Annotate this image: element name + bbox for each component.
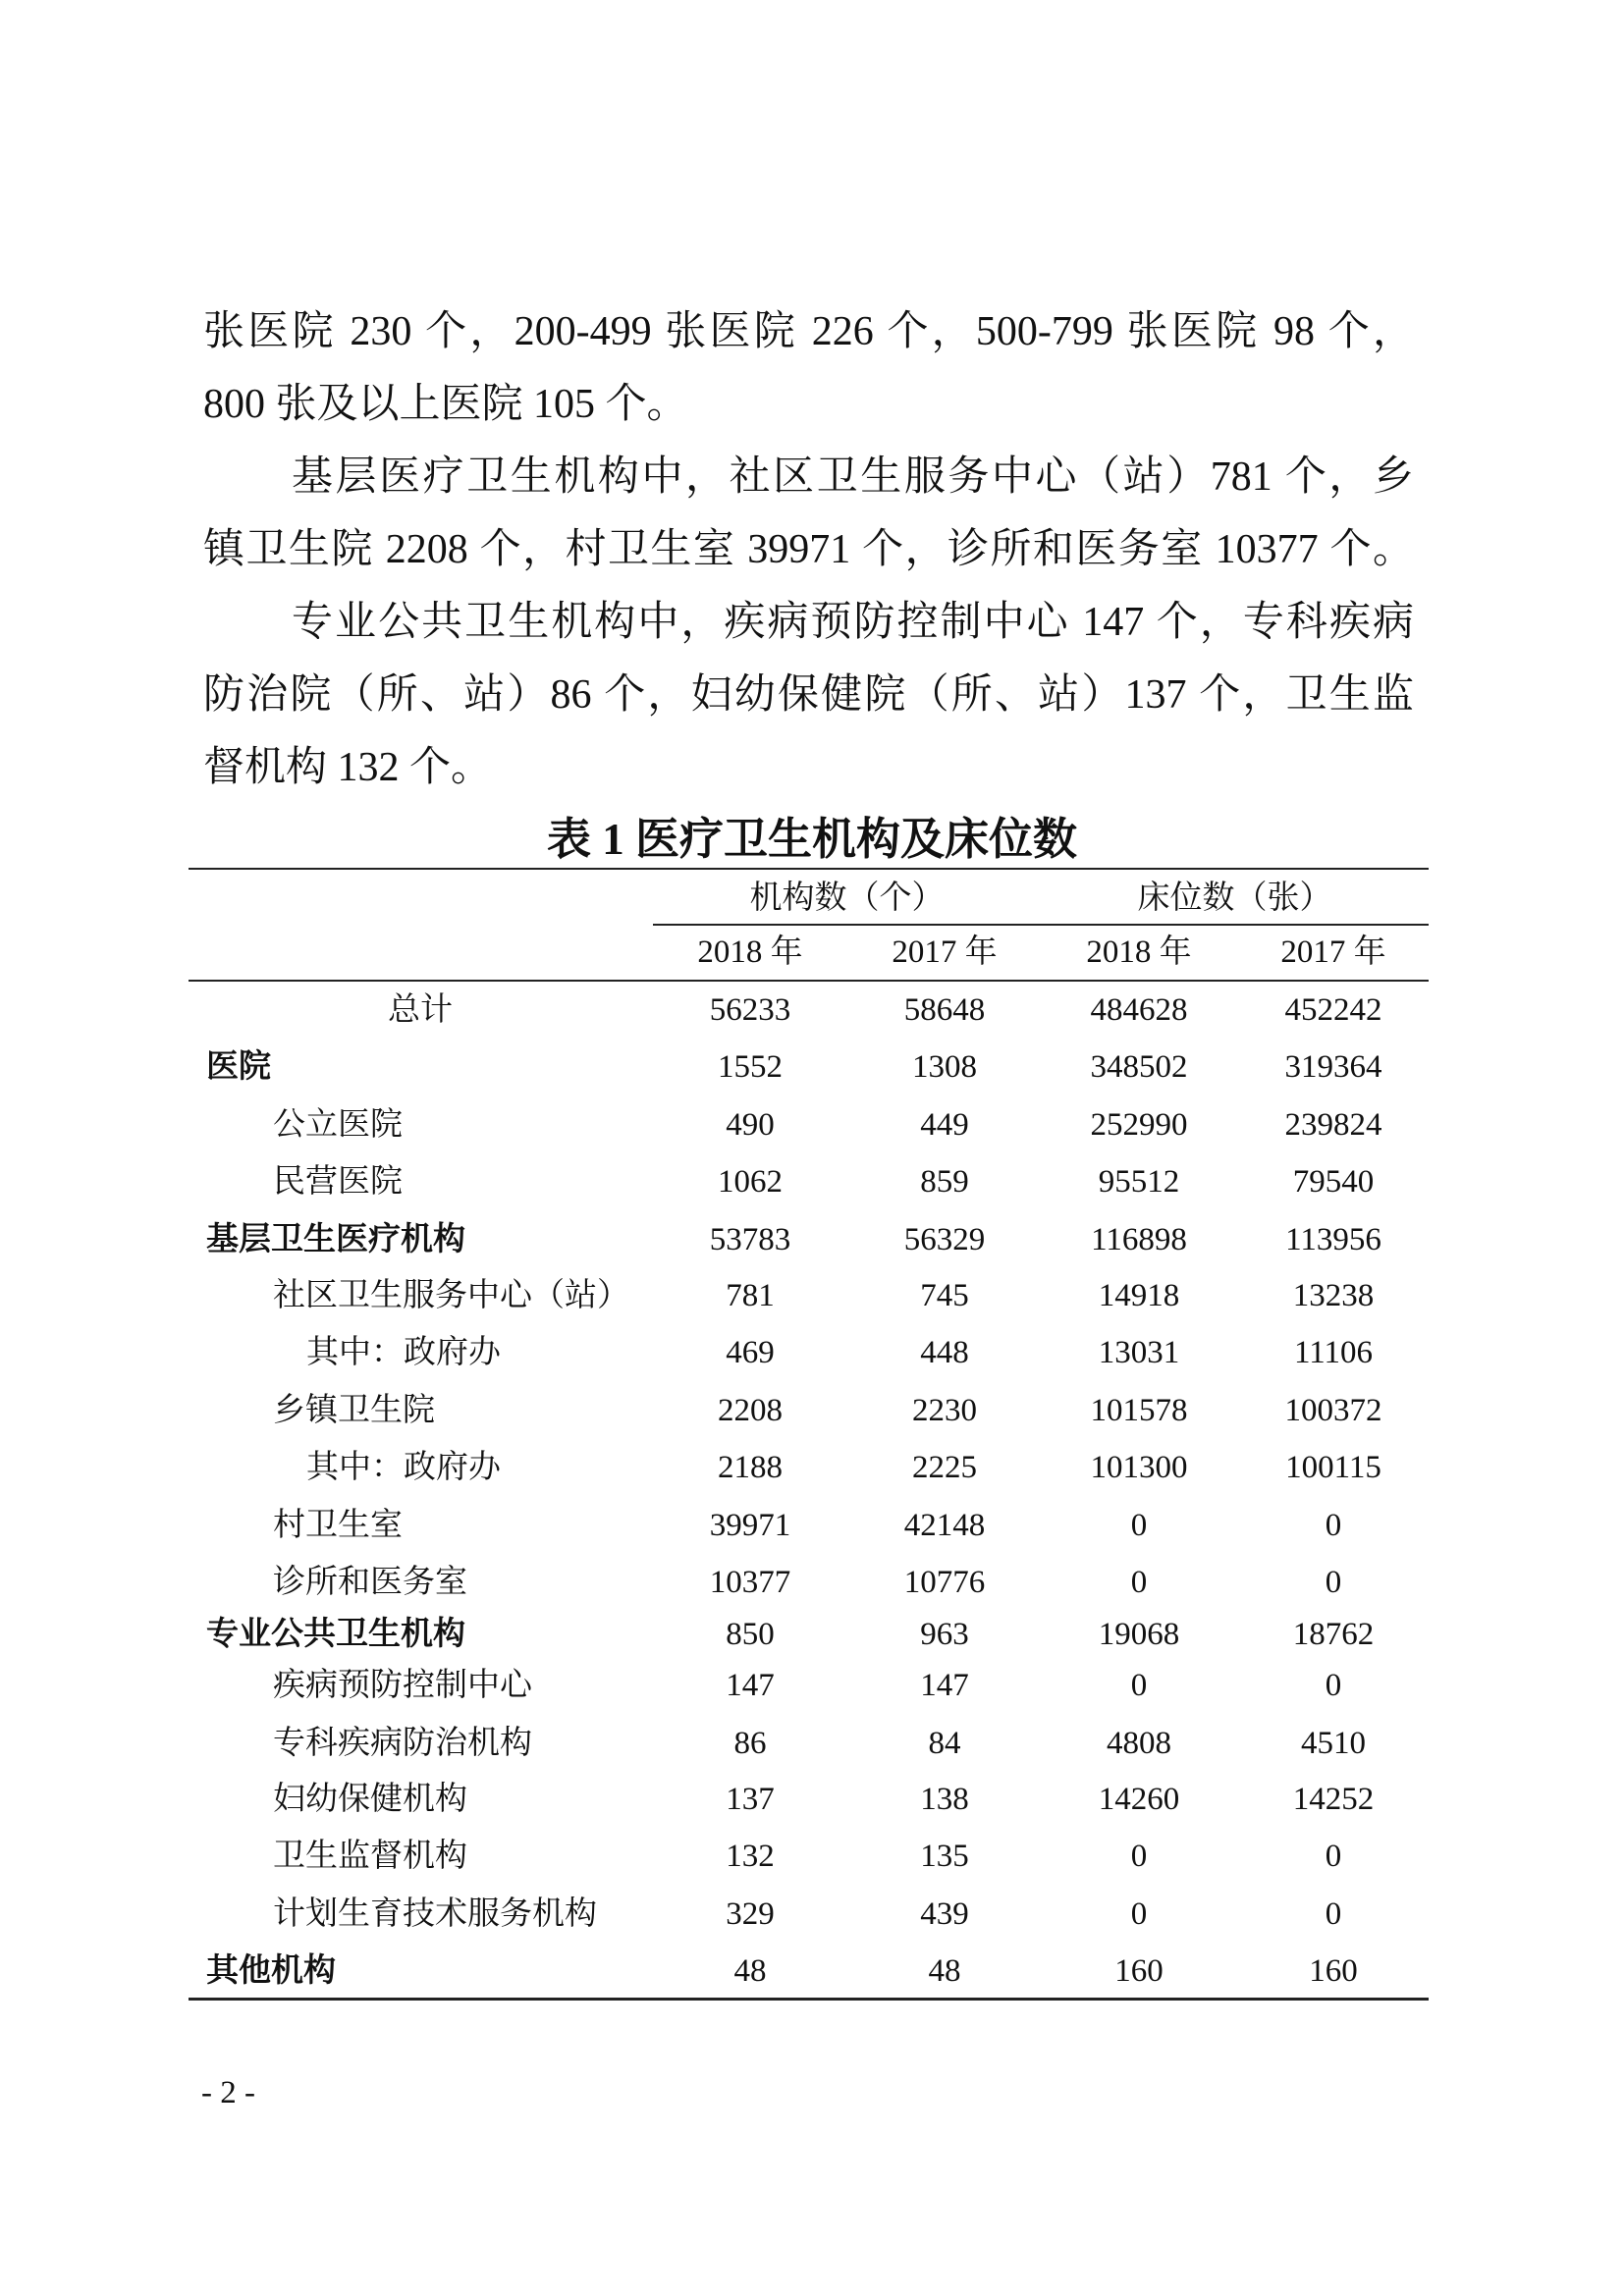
table-cell: 0 [1130, 1668, 1148, 1703]
row-label: 专科疾病防治机构 [273, 1726, 532, 1761]
table-cell: 79540 [1292, 1164, 1375, 1200]
header-bottom-rule [189, 980, 1429, 982]
table-cell: 48 [928, 1953, 961, 1989]
table-cell: 1552 [718, 1049, 783, 1085]
row-label: 基层卫生医疗机构 [206, 1222, 465, 1257]
table-cell: 14252 [1292, 1782, 1375, 1817]
row-label: 医院 [206, 1049, 271, 1085]
table-cell: 2225 [912, 1450, 977, 1485]
row-label: 民营医院 [273, 1164, 403, 1200]
table-cell: 0 [1325, 1565, 1342, 1600]
table-top-rule [189, 868, 1429, 870]
table-cell: 490 [726, 1107, 775, 1143]
row-label: 其中：政府办 [306, 1450, 501, 1485]
paragraph-line: 基层医疗卫生机构中，社区卫生服务中心（站）781 个，乡 [292, 454, 1414, 500]
table-cell: 160 [1309, 1953, 1358, 1989]
table-cell: 14918 [1098, 1278, 1180, 1313]
row-label: 计划生育技术服务机构 [273, 1896, 597, 1932]
group-header-institutions: 机构数（个） [749, 881, 945, 916]
row-label: 其他机构 [206, 1953, 336, 1989]
row-label: 疾病预防控制中心 [273, 1668, 532, 1703]
table-cell: 18762 [1292, 1617, 1375, 1652]
row-label: 总计 [388, 992, 453, 1028]
row-label: 公立医院 [273, 1107, 403, 1143]
row-label: 其中：政府办 [306, 1335, 501, 1370]
paragraph-line: 督机构 132 个。 [203, 745, 493, 790]
table-cell: 348502 [1090, 1049, 1188, 1085]
table-cell: 58648 [903, 992, 986, 1028]
table-cell: 439 [920, 1896, 969, 1932]
table-cell: 449 [920, 1107, 969, 1143]
table-cell: 147 [920, 1668, 969, 1703]
table-cell: 13238 [1292, 1278, 1375, 1313]
table-cell: 48 [733, 1953, 767, 1989]
table-cell: 116898 [1091, 1222, 1187, 1257]
table-cell: 132 [726, 1839, 775, 1874]
table-cell: 113956 [1285, 1222, 1381, 1257]
table-cell: 859 [920, 1164, 969, 1200]
table-cell: 469 [726, 1335, 775, 1370]
paragraph-line: 专业公共卫生机构中，疾病预防控制中心 147 个，专科疾病 [292, 600, 1414, 645]
row-label: 村卫生室 [273, 1508, 403, 1543]
table-cell: 84 [928, 1726, 961, 1761]
table-cell: 147 [726, 1668, 775, 1703]
table-cell: 2230 [912, 1393, 977, 1428]
table-cell: 0 [1325, 1896, 1342, 1932]
table-cell: 329 [726, 1896, 775, 1932]
table-cell: 4510 [1301, 1726, 1366, 1761]
table-cell: 100115 [1285, 1450, 1381, 1485]
table-cell: 0 [1130, 1565, 1148, 1600]
table-cell: 56233 [709, 992, 791, 1028]
table-cell: 2208 [718, 1393, 783, 1428]
table-cell: 53783 [709, 1222, 791, 1257]
table-cell: 10776 [903, 1565, 986, 1600]
table-cell: 13031 [1098, 1335, 1180, 1370]
table-cell: 100372 [1284, 1393, 1382, 1428]
row-label: 乡镇卫生院 [273, 1393, 435, 1428]
table-cell: 10377 [709, 1565, 791, 1600]
year-header: 2017 年 [892, 934, 998, 970]
table-cell: 850 [726, 1617, 775, 1652]
table-cell: 86 [733, 1726, 767, 1761]
row-label: 卫生监督机构 [273, 1839, 467, 1874]
table-cell: 19068 [1098, 1617, 1180, 1652]
paragraph-line: 800 张及以上医院 105 个。 [203, 382, 688, 427]
row-label: 诊所和医务室 [273, 1565, 467, 1600]
paragraph-line: 防治院（所、站）86 个，妇幼保健院（所、站）137 个，卫生监 [203, 672, 1414, 718]
table-cell: 448 [920, 1335, 969, 1370]
table-cell: 0 [1130, 1839, 1148, 1874]
table-cell: 1308 [912, 1049, 977, 1085]
paragraph-line: 镇卫生院 2208 个，村卫生室 39971 个，诊所和医务室 10377 个。 [203, 527, 1414, 572]
row-label: 妇幼保健机构 [273, 1782, 467, 1817]
table-cell: 0 [1130, 1508, 1148, 1543]
row-label: 社区卫生服务中心（站） [273, 1278, 629, 1313]
table-cell: 135 [920, 1839, 969, 1874]
table-cell: 101300 [1090, 1450, 1188, 1485]
table-cell: 0 [1130, 1896, 1148, 1932]
table-cell: 39971 [709, 1508, 791, 1543]
row-label: 专业公共卫生机构 [206, 1617, 465, 1652]
table-cell: 0 [1325, 1508, 1342, 1543]
table-cell: 2188 [718, 1450, 783, 1485]
table-cell: 42148 [903, 1508, 986, 1543]
table-cell: 101578 [1090, 1393, 1188, 1428]
table-cell: 452242 [1284, 992, 1382, 1028]
table-cell: 11106 [1293, 1335, 1374, 1370]
table-cell: 745 [920, 1278, 969, 1313]
table-title: 表 1 医疗卫生机构及床位数 [546, 815, 1077, 864]
table-cell: 138 [920, 1782, 969, 1817]
header-sub-rule [653, 924, 1429, 926]
table-cell: 95512 [1098, 1164, 1180, 1200]
year-header: 2017 年 [1280, 934, 1386, 970]
table-cell: 963 [920, 1617, 969, 1652]
table-cell: 484628 [1090, 992, 1188, 1028]
table-cell: 239824 [1284, 1107, 1382, 1143]
table-cell: 781 [726, 1278, 775, 1313]
paragraph-line: 张医院 230 个，200-499 张医院 226 个，500-799 张医院 98 个， [203, 309, 1414, 354]
table-cell: 14260 [1098, 1782, 1180, 1817]
table-bottom-rule [189, 1998, 1429, 2001]
year-header: 2018 年 [1086, 934, 1192, 970]
table-cell: 1062 [718, 1164, 783, 1200]
group-header-beds: 床位数（张） [1137, 881, 1332, 916]
table-cell: 160 [1114, 1953, 1164, 1989]
table-cell: 252990 [1090, 1107, 1188, 1143]
table-cell: 137 [726, 1782, 775, 1817]
page-number: - 2 - [201, 2075, 255, 2110]
year-header: 2018 年 [697, 934, 803, 970]
table-cell: 0 [1325, 1839, 1342, 1874]
table-cell: 0 [1325, 1668, 1342, 1703]
table-cell: 319364 [1284, 1049, 1382, 1085]
table-cell: 56329 [903, 1222, 986, 1257]
table-cell: 4808 [1107, 1726, 1171, 1761]
